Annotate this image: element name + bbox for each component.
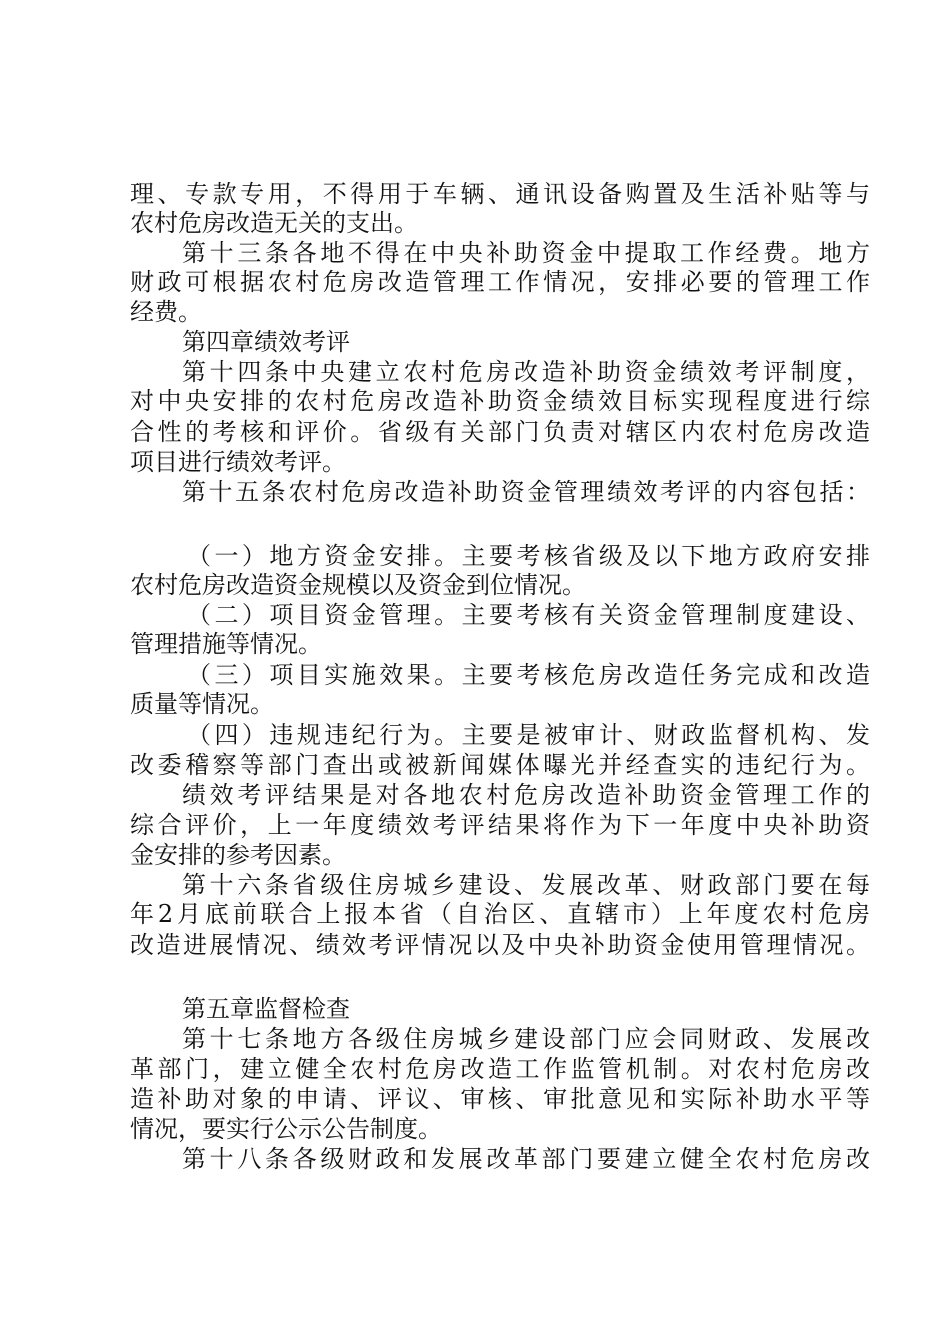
paragraph-line-2: 农村危房改造无关的支出。 [130,209,418,237]
item-2-line-1: （二）项目资金管理。主要考核有关资金管理制度建设、 [187,601,870,629]
item-4-line-1: （四）违规违纪行为。主要是被审计、财政监督机构、发 [187,721,870,749]
article-18-line-1: 第十八条各级财政和发展改革部门要建立健全农村危房改 [182,1145,870,1173]
article-17-line-1: 第十七条地方各级住房城乡建设部门应会同财政、发展改 [182,1025,870,1053]
item-1-line-1: （一）地方资金安排。主要考核省级及以下地方政府安排 [187,542,870,570]
paragraph-line-1: 理、专款专用，不得用于车辆、通讯设备购置及生活补贴等与 [130,180,870,208]
evaluation-result-line-3: 金安排的参考因素。 [130,841,346,869]
article-16-line-3: 改造进展情况、绩效考评情况以及中央补助资金使用管理情况。 [130,931,870,959]
item-2-line-2: 管理措施等情况。 [130,630,322,658]
article-14-line-1: 第十四条中央建立农村危房改造补助资金绩效考评制度， [182,358,870,386]
article-14-line-3: 合性的考核和评价。省级有关部门负责对辖区内农村危房改造 [130,418,870,446]
article-17-line-3: 造补助对象的申请、评议、审核、审批意见和实际补助水平等 [130,1085,870,1113]
item-4-line-2: 改委稽察等部门查出或被新闻媒体曝光并经查实的违纪行为。 [130,751,870,779]
article-17-line-4: 情况，要实行公示公告制度。 [130,1115,442,1143]
article-16-line-1: 第十六条省级住房城乡建设、发展改革、财政部门要在每 [182,871,870,899]
article-13-line-2: 财政可根据农村危房改造管理工作情况，安排必要的管理工作 [130,268,870,296]
item-3-line-1: （三）项目实施效果。主要考核危房改造任务完成和改造 [187,661,870,689]
article-13-line-1: 第十三条各地不得在中央补助资金中提取工作经费。地方 [182,239,870,267]
evaluation-result-line-2: 综合评价，上一年度绩效考评结果将作为下一年度中央补助资 [130,811,870,839]
item-1-line-2: 农村危房改造资金规模以及资金到位情况。 [130,571,586,599]
article-13-line-3: 经费。 [130,298,202,326]
chapter-5-heading: 第五章监督检查 [182,995,350,1023]
article-15-line-1: 第十五条农村危房改造补助资金管理绩效考评的内容包括： [182,478,870,506]
evaluation-result-line-1: 绩效考评结果是对各地农村危房改造补助资金管理工作的 [182,781,870,809]
article-16-line-2: 年2月底前联合上报本省（自治区、直辖市）上年度农村危房 [130,900,870,928]
article-14-line-2: 对中央安排的农村危房改造补助资金绩效目标实现程度进行综 [130,387,870,415]
article-17-line-2: 革部门，建立健全农村危房改造工作监管机制。对农村危房改 [130,1055,870,1083]
item-3-line-2: 质量等情况。 [130,690,274,718]
article-14-line-4: 项目进行绩效考评。 [130,448,346,476]
chapter-4-heading: 第四章绩效考评 [182,328,350,356]
